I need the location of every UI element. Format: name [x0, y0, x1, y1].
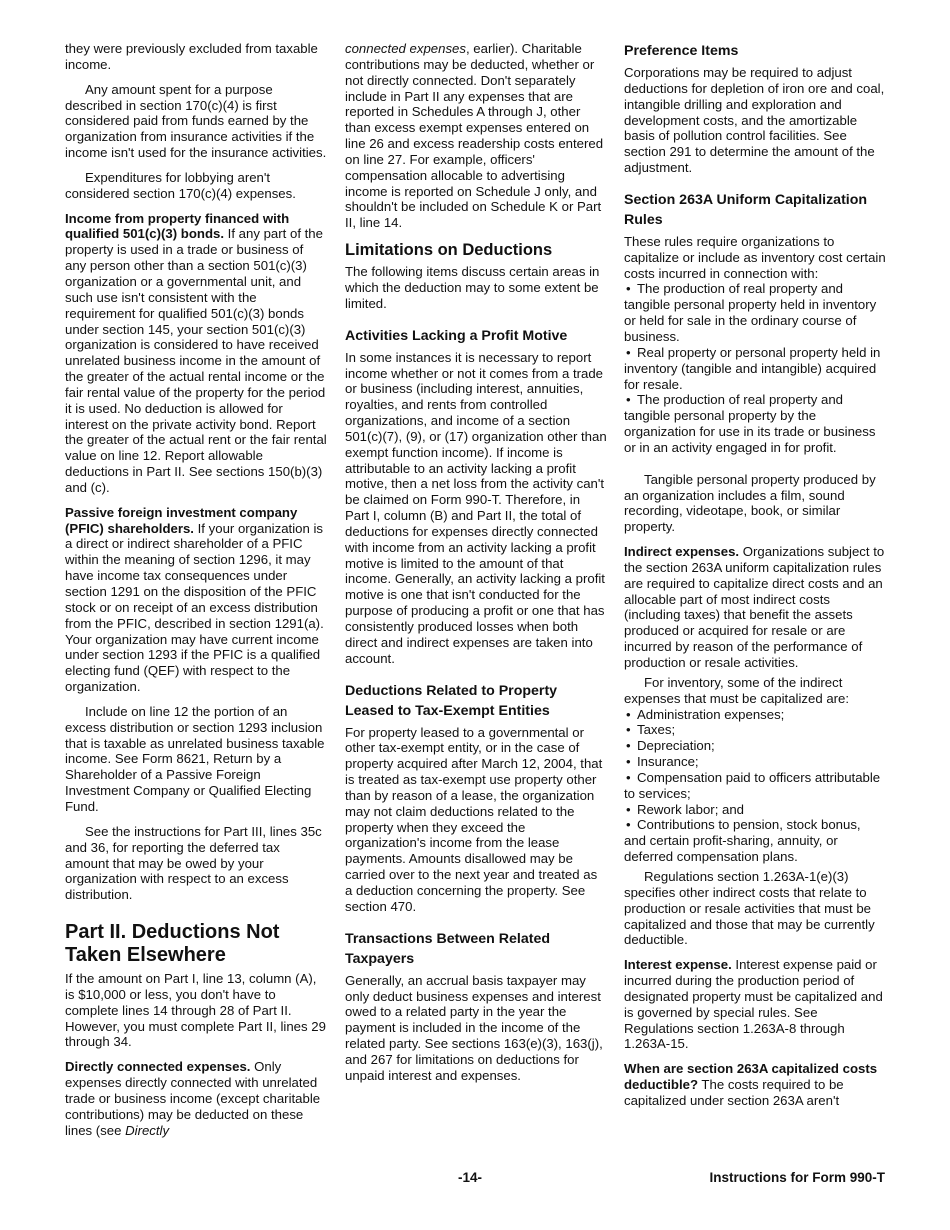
list-item: • The production of real property and tangible personal property held in inventory or held for sale in the ordinary course of business. — [624, 281, 886, 344]
list-item: • Compensation paid to officers attributable to services; — [624, 770, 886, 802]
column-middle — [345, 41, 607, 1093]
heading-leased-property: Deductions Related to Property Leased to Tax-Exempt Entities — [345, 682, 558, 719]
run-in-heading: Directly connected expenses. — [65, 1059, 251, 1075]
paragraph: In some instances it is necessary to report income whether or not it comes from a trade or business (including interest, annuities, royalties, and rents from controlled organizations, and income of a section 501(c)(7), (9), or (17) organization other than exempt function income). If income is attributable to an activity lacking a profit motive, then a net loss from the activity can't be claimed on Form 990-T. Therefore, in Part I, column (B) and Part II, the total of deductions for expenses directly connected with income from an activity lacking a profit motive is limited to the amount of that income. Generally, an activity lacking a profit motive is one that isn't conducted for the purpose of producing a profit or one that has consistently produced losses when both direct and indirect expenses are taken into account. — [345, 349, 607, 666]
column-right — [624, 41, 886, 1118]
heading-related-taxpayers: Transactions Between Related Taxpayers — [345, 930, 550, 967]
italic-text: connected expenses — [345, 41, 466, 56]
list-item: • Real property or personal property held in inventory (tangible and intangible) acquired for resale. — [624, 345, 886, 393]
list-item: • The production of real property and tangible personal property by the organization for use in its trade or business or in an activity engaged in for profit. — [624, 392, 886, 455]
run-in-heading: Indirect expenses. — [624, 544, 740, 560]
paragraph-text: Organizations subject to the section 263A uniform capitalization rules are required to capitalize direct costs and an allocable part of most indirect costs (including taxes) that benefit the assets produced or acquired for resale or are incurred by reason of the performance of production or resale activities. — [624, 544, 885, 670]
list-item: • Taxes; — [624, 722, 886, 738]
paragraph: Corporations may be required to adjust deductions for depletion of iron ore and coal, intangible drilling and exploration and development costs, and the amortizable basis of pollution control facilities. See section 291 to determine the amount of the adjustment. — [624, 65, 885, 176]
paragraph: Tangible personal property produced by an organization includes a film, sound recording, videotape, book, or similar property. — [624, 471, 876, 535]
paragraph-bonds — [65, 211, 327, 496]
paragraph: See the instructions for Part III, lines 35c and 36, for reporting the deferred tax amount that may be owed by your organization with respect to an excess distribution. — [65, 823, 322, 903]
column-left — [65, 41, 327, 1147]
paragraph-interest-expense — [624, 957, 886, 1052]
bullet-list — [624, 281, 886, 455]
paragraph-continued — [345, 41, 607, 231]
paragraph-text: If your organization is a direct or indirect shareholder of a PFIC within the meaning of section 1296, it may have income tax consequences under section 1291 on the disposition of the PFIC stock or on receipt of an excess distribution from the PFIC, described in section 1291(a). Your organization may have current income under section 1293 if the PFIC is a qualified electing fund (QEF) with respect to the organization. — [65, 520, 324, 695]
paragraph-indirect-expenses — [624, 544, 886, 671]
paragraph-text: If any part of the property is used in a trade or business of any person other than a section 501(c)(3) organization or a governmental unit, and such use isn't consistent with the requirement for qualified 501(c)(3) bonds under section 145, your section 501(c)(3) organization is considered to have received unrelated business income in the amount of the greater of the actual rental income or the fair rental value of the property for the period it is used. No deduction is allowed for interest on the private activity bond. Report the greater of the actual rent or the fair rental value on line 12. Report allowable deductions in Part II. See sections 150(b)(3) and (c). — [65, 226, 327, 495]
form-title: Instructions for Form 990-T — [709, 1170, 885, 1185]
heading-section-263a: Section 263A Uniform Capitalization Rules — [624, 191, 868, 228]
heading-profit-motive: Activities Lacking a Profit Motive — [345, 327, 568, 344]
page-number: -14- — [458, 1170, 483, 1185]
run-in-heading: Passive foreign investment company (PFIC) shareholders. — [65, 504, 298, 536]
paragraph-text: , earlier). Charitable contributions may be deducted, whether or not directly connected. Don't separately include in Part II any expenses that are reported in Schedules A through J, other than excess exempt expenses entered on line 26 and excess readership costs entered on line 27. For example, officers' compensation allocable to advertising income is reported on Schedule J only, and shouldn't be included on Schedule K or Part II, line 14. — [345, 41, 604, 231]
paragraph: For property leased to a governmental or other tax-exempt entity, or in the case of property acquired after March 12, 2004, that is treated as tax-exempt use property other than by reason of a lease, the organization may not claim deductions related to the property when they exceed the organization's income from the lease payments. Amounts disallowed may be carried over to the next year and treated as a deduction concerning the property. See section 470. — [345, 724, 603, 914]
paragraph: they were previously excluded from taxable income. — [65, 41, 318, 72]
spacer — [624, 456, 886, 472]
list-item: • Insurance; — [624, 754, 886, 770]
paragraph-direct-expenses — [65, 1059, 327, 1138]
paragraph: Any amount spent for a purpose described in section 170(c)(4) is first considered paid from funds earned by the organization from insurance activities if the income isn't used for the insurance activities. — [65, 81, 327, 161]
list-item: • Rework labor; and — [624, 802, 886, 818]
heading-limitations: Limitations on Deductions — [345, 241, 553, 260]
list-item: • Depreciation; — [624, 738, 886, 754]
italic-text: Directly — [125, 1122, 170, 1138]
bullet-list — [624, 707, 886, 865]
heading-preference-items: Preference Items — [624, 43, 739, 59]
paragraph: Include on line 12 the portion of an excess distribution or section 1293 inclusion that is taxable as unrelated business taxable income. See Form 8621, Return by a Shareholder of a Passive Foreign Investment Company or Qualified Electing Fund. — [65, 703, 325, 814]
paragraph: Regulations section 1.263A-1(e)(3) specifies other indirect costs that relate to production or resale activities that must be capitalized and those that may be currently deductible. — [624, 868, 875, 948]
paragraph-text: Only expenses directly connected with unrelated trade or business income (except charitable contributions) may be deducted on these lines (see — [65, 1059, 321, 1138]
paragraph: For inventory, some of the indirect expenses that must be capitalized are: — [624, 674, 850, 706]
section-heading-part-ii: Part II. Deductions Not Taken Elsewhere — [65, 921, 280, 967]
run-in-heading: Interest expense. — [624, 957, 732, 973]
list-item: • Administration expenses; — [624, 707, 886, 723]
paragraph: If the amount on Part I, line 13, column (A), is $10,000 or less, you don't have to complete lines 14 through 28 of Part II. However, you must complete Part II, lines 29 through 34. — [65, 971, 326, 1050]
list-item: • Contributions to pension, stock bonus, and certain profit-sharing, annuity, or deferred compensation plans. — [624, 817, 886, 865]
paragraph: These rules require organizations to capitalize or include as inventory cost certain costs incurred in connection with: — [624, 233, 886, 281]
paragraph: The following items discuss certain areas in which the deduction may to some extent be limited. — [345, 264, 600, 311]
paragraph-capitalized-costs — [624, 1061, 886, 1109]
paragraph-text: The costs required to be capitalized under section 263A aren't — [624, 1077, 844, 1108]
paragraph-pfic — [65, 505, 327, 695]
run-in-heading: When are section 263A capitalized costs deductible? — [624, 1061, 878, 1093]
paragraph-text: Interest expense paid or incurred during the production period of designated property must be capitalized and is governed by special rules. See Regulations section 1.263A-8 through 1.263A-15. — [624, 957, 883, 1052]
paragraph: Expenditures for lobbying aren't considered section 170(c)(4) expenses. — [65, 169, 296, 201]
paragraph: Generally, an accrual basis taxpayer may only deduct business expenses and interest owed to a related party in the year the payment is included in the income of the related party. See sections 163(e)(3), 163(j), and 267 for limitations on deductions for unpaid interest and expenses. — [345, 972, 603, 1083]
run-in-heading: Income from property financed with qualified 501(c)(3) bonds. — [65, 210, 290, 242]
